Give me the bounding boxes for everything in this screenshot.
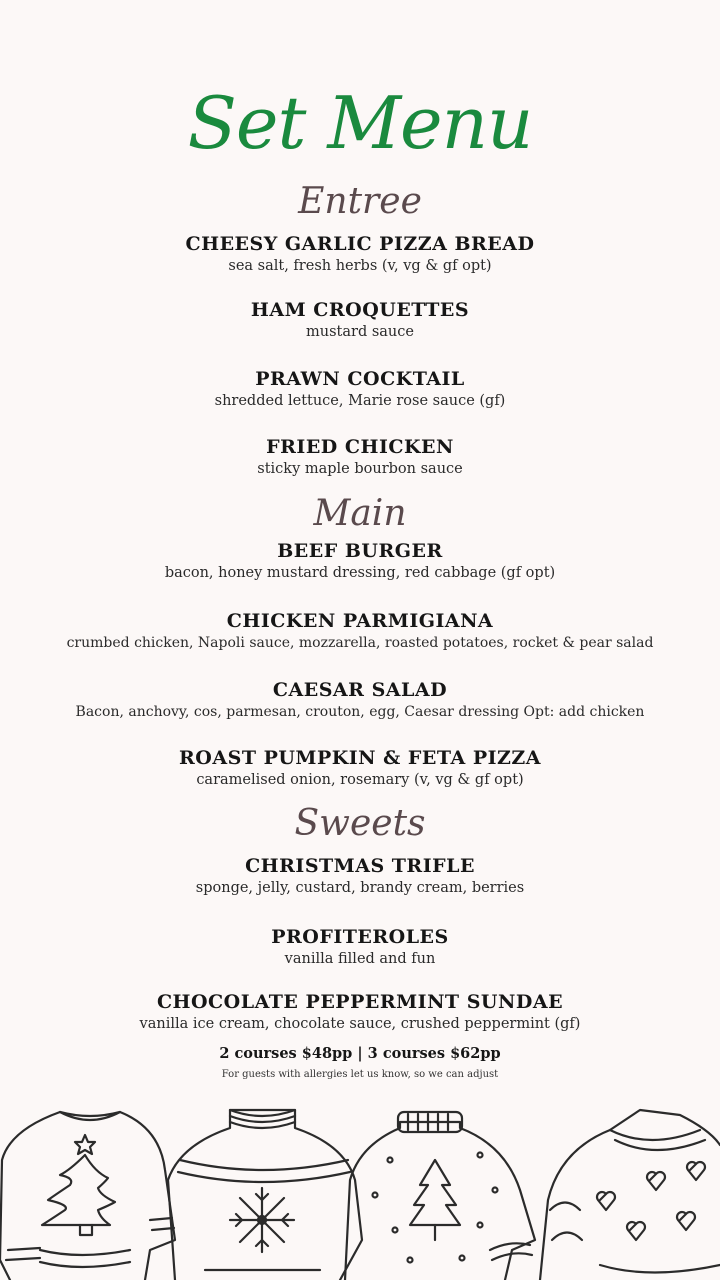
menu-item-name: HAM CROQUETTES <box>250 299 470 321</box>
menu-item-name: PRAWN COCKTAIL <box>255 368 465 390</box>
pine-tree-sweater-icon <box>345 1112 535 1280</box>
snowflake-sweater-icon <box>168 1110 362 1280</box>
menu-item <box>0 990 720 1034</box>
section-heading-main: Main <box>313 493 407 534</box>
menu-item-name: CHOCOLATE PEPPERMINT SUNDAE <box>156 991 564 1013</box>
menu-item-name: CHEESY GARLIC PIZZA BREAD <box>185 233 535 255</box>
menu-item-description: caramelised onion, rosemary (v, vg & gf opt) <box>196 772 524 788</box>
menu-item-description: sponge, jelly, custard, brandy cream, berries <box>195 880 525 896</box>
christmas-sweaters-illustration <box>0 1100 720 1280</box>
menu-title: Set Menu <box>187 81 533 165</box>
menu-item <box>0 232 720 276</box>
allergy-note: For guests with allergies let us know, so we can adjust <box>221 1069 499 1080</box>
section-heading-entree: Entree <box>298 181 422 222</box>
menu-item-name: FRIED CHICKEN <box>266 436 454 458</box>
menu-item-description: sticky maple bourbon sauce <box>257 461 463 477</box>
menu-item <box>0 925 720 969</box>
section-heading-sweets: Sweets <box>294 803 426 844</box>
menu-item-description: shredded lettuce, Marie rose sauce (gf) <box>214 393 506 409</box>
menu-item <box>0 539 720 583</box>
menu-item-description: vanilla filled and fun <box>284 951 436 967</box>
menu-item-name: BEEF BURGER <box>277 540 443 562</box>
menu-item-name: PROFITEROLES <box>271 926 449 948</box>
pricing-line: 2 courses $48pp | 3 courses $62pp <box>219 1045 501 1062</box>
menu-item <box>0 746 720 790</box>
menu-item-name: CAESAR SALAD <box>272 679 448 701</box>
menu-item-description: crumbed chicken, Napoli sauce, mozzarella, roasted potatoes, rocket & pear salad <box>66 635 654 651</box>
hearts-sweater-icon <box>540 1110 720 1280</box>
menu-item <box>0 609 720 653</box>
menu-item-description: mustard sauce <box>306 324 414 340</box>
menu-item <box>0 854 720 898</box>
menu-item <box>0 678 720 722</box>
menu-item-description: vanilla ice cream, chocolate sauce, crushed peppermint (gf) <box>139 1016 581 1032</box>
menu-item-description: sea salt, fresh herbs (v, vg & gf opt) <box>228 258 492 274</box>
menu-item-description: bacon, honey mustard dressing, red cabbage (gf opt) <box>164 565 556 581</box>
menu-item <box>0 367 720 411</box>
menu-item-description: Bacon, anchovy, cos, parmesan, crouton, egg, Caesar dressing Opt: add chicken <box>75 704 645 720</box>
menu-item-name: ROAST PUMPKIN & FETA PIZZA <box>179 747 541 769</box>
menu-item <box>0 298 720 342</box>
menu-item-name: CHICKEN PARMIGIANA <box>226 610 494 632</box>
christmas-tree-sweater-icon <box>0 1112 175 1280</box>
menu-item <box>0 435 720 479</box>
menu-item-name: CHRISTMAS TRIFLE <box>245 855 475 877</box>
